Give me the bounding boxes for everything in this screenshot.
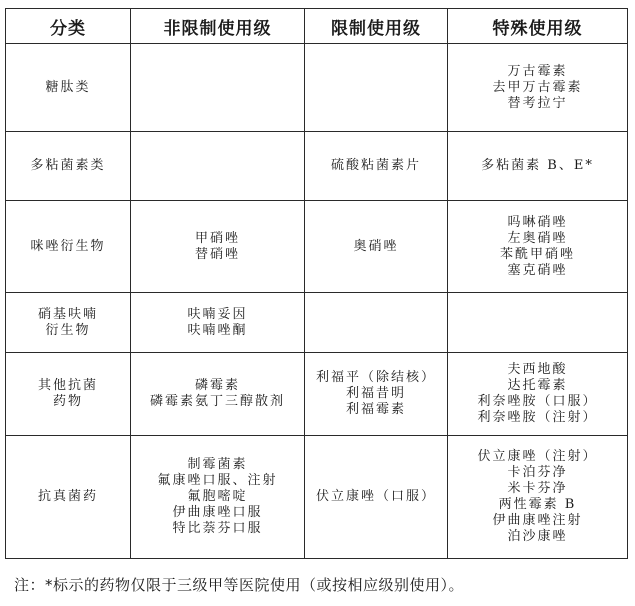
unrestricted-cell — [131, 44, 305, 132]
table-row — [6, 293, 628, 353]
drug-name: 甲硝唑 — [194, 230, 240, 246]
drug-name: 左奥硝唑 — [507, 230, 568, 246]
drug-name: 两性霉素 B — [498, 497, 577, 512]
drug-name: 磷霉素氨丁三醇散剂 — [149, 394, 285, 409]
antibiotic-classification-table-wrapper — [5, 8, 627, 559]
category-cell — [6, 44, 131, 132]
drug-name: 米卡芬净 — [507, 481, 568, 496]
drug-name: 氟康唑口服、注射 — [157, 473, 278, 488]
unrestricted-cell — [131, 436, 305, 559]
special-cell — [448, 44, 628, 132]
drug-name: 硫酸粘菌素片 — [330, 158, 421, 173]
drug-name: 多粘菌素 B、E* — [481, 158, 594, 173]
restricted-cell — [305, 201, 448, 293]
unrestricted-cell — [131, 132, 305, 201]
table-row — [6, 132, 628, 201]
restricted-cell — [305, 44, 448, 132]
special-cell — [448, 436, 628, 559]
drug-name: 塞克硝唑 — [507, 262, 568, 278]
category-cell — [6, 353, 131, 436]
table-row — [6, 201, 628, 293]
special-cell — [448, 201, 628, 293]
drug-name: 吗啉硝唑 — [507, 214, 568, 230]
table-header-row — [6, 9, 628, 44]
drug-name: 伊曲康唑注射 — [492, 513, 583, 528]
unrestricted-cell — [131, 353, 305, 436]
drug-name: 伊曲康唑口服 — [172, 505, 263, 520]
drug-name: 氟胞嘧啶 — [187, 489, 248, 504]
category-text: 咪唑衍生物 — [30, 238, 106, 254]
restricted-cell — [305, 132, 448, 201]
category-text: 多粘菌素类 — [30, 158, 106, 173]
table-row — [6, 436, 628, 559]
drug-name: 制霉菌素 — [187, 457, 248, 472]
restricted-cell — [305, 353, 448, 436]
header-category: 分类 — [6, 9, 131, 44]
table-row — [6, 44, 628, 132]
restricted-cell — [305, 293, 448, 353]
unrestricted-cell — [131, 293, 305, 353]
drug-name: 替考拉宁 — [507, 95, 568, 111]
drug-name: 去甲万古霉素 — [492, 79, 583, 95]
drug-name: 磷霉素 — [194, 378, 240, 393]
category-text: 硝基呋喃 — [37, 306, 98, 322]
restricted-cell — [305, 436, 448, 559]
drug-name: 呋喃唑酮 — [187, 322, 248, 338]
special-cell — [448, 132, 628, 201]
table-footnote: 注：*标示的药物仅限于三级甲等医院使用（或按相应级别使用）。 — [14, 576, 465, 594]
drug-name: 苯酰甲硝唑 — [499, 246, 575, 262]
header-unrestricted: 非限制使用级 — [131, 9, 305, 44]
drug-name: 利奈唑胺（注射） — [477, 410, 598, 425]
category-text: 衍生物 — [45, 322, 91, 338]
drug-name: 卡泊芬净 — [507, 465, 568, 480]
special-cell — [448, 293, 628, 353]
category-text: 抗真菌药 — [37, 489, 98, 504]
drug-name: 泊沙康唑 — [507, 529, 568, 544]
drug-name: 利奈唑胺（口服） — [477, 394, 598, 409]
category-text: 其他抗菌 — [37, 378, 98, 393]
header-special: 特殊使用级 — [448, 9, 628, 44]
category-text: 糖肽类 — [45, 79, 91, 95]
drug-name: 伏立康唑（注射） — [477, 449, 598, 464]
category-cell — [6, 436, 131, 559]
drug-name: 利福昔明 — [345, 386, 406, 401]
category-cell — [6, 293, 131, 353]
drug-name: 替硝唑 — [194, 246, 240, 262]
drug-name: 达托霉素 — [507, 378, 568, 393]
header-restricted: 限制使用级 — [305, 9, 448, 44]
drug-name: 特比萘芬口服 — [172, 521, 263, 536]
drug-name: 呋喃妥因 — [187, 306, 248, 322]
drug-name: 奥硝唑 — [353, 238, 399, 254]
category-text: 药物 — [52, 394, 83, 409]
drug-name: 伏立康唑（口服） — [315, 489, 436, 504]
drug-name: 夫西地酸 — [507, 362, 568, 377]
unrestricted-cell — [131, 201, 305, 293]
category-cell — [6, 201, 131, 293]
special-cell — [448, 353, 628, 436]
antibiotic-classification-table — [5, 8, 628, 559]
category-cell — [6, 132, 131, 201]
drug-name: 利福平（除结核） — [315, 370, 436, 385]
drug-name: 万古霉素 — [507, 63, 568, 79]
table-row — [6, 353, 628, 436]
drug-name: 利福霉素 — [345, 402, 406, 417]
